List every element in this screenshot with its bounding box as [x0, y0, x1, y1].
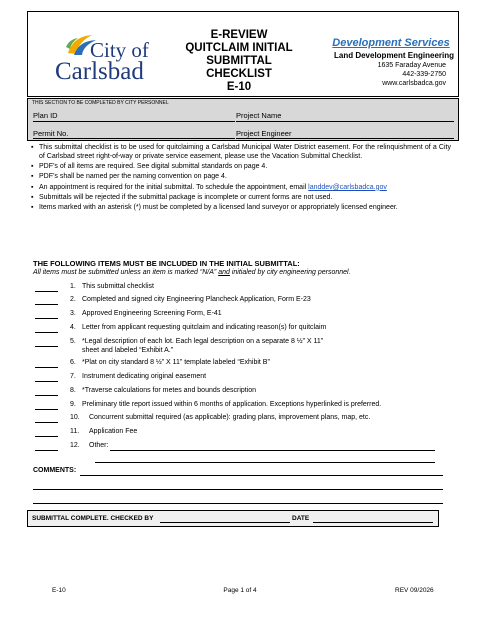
date-field[interactable]	[313, 522, 433, 523]
initial-blank[interactable]	[35, 304, 58, 305]
plan-id-field[interactable]	[33, 121, 235, 122]
checklist-item: 9. Preliminary title report issued within 6 months of application. Exceptions hyperlinked is preferred.	[33, 401, 453, 414]
plan-id-label: Plan ID	[33, 111, 58, 120]
comments-line-3[interactable]	[33, 503, 443, 504]
initial-blank[interactable]	[35, 422, 58, 423]
checklist-item: 10. Concurrent submittal required (as applicable): grading plans, improvement plans, map, etc.	[33, 414, 453, 427]
instruction-item: ▪ Items marked with an asterisk (*) must be completed by a licensed land surveyor or appropriately licensed engineer.	[31, 203, 451, 212]
footer-revision: REV 09/2026	[395, 587, 434, 594]
footer-form-id: E-10	[52, 587, 66, 594]
checklist-item: 2. Completed and signed city Engineering Plancheck Application, Form E-23	[33, 296, 453, 309]
project-engineer-label: Project Engineer	[236, 129, 292, 138]
checklist-item: 3. Approved Engineering Screening Form, E-41	[33, 310, 453, 323]
project-name-field[interactable]	[236, 121, 454, 122]
development-services-heading: Development Services	[332, 37, 450, 49]
permit-no-label: Permit No.	[33, 129, 69, 138]
instruction-item: ▪ This submittal checklist is to be used for quitclaiming a Carlsbad Municipal Water District easement. For the relinquishment of a City of Carlsbad street right-of-way or private service easement, please use the Vacation Submittal Checklist.	[31, 143, 451, 161]
checklist-item: 4. Letter from applicant requesting quitclaim and indicating reason(s) for quitclaim	[33, 324, 453, 337]
doc-title-line-2: QUITCLAIM INITIAL	[185, 42, 293, 54]
date-label: DATE	[292, 515, 310, 522]
checked-by-field[interactable]	[160, 522, 290, 523]
personnel-note: THIS SECTION TO BE COMPLETED BY CITY PERSONNEL	[32, 100, 169, 106]
checklist-item: 1. This submittal checklist	[33, 283, 453, 296]
other-field-line-2[interactable]	[95, 462, 435, 463]
checklist-item: 6. *Plat on city standard 8 ½” X 11” template labeled “Exhibit B”	[33, 359, 453, 372]
department-phone: 442-339-2750	[402, 71, 446, 78]
instructions-list	[31, 143, 451, 213]
instruction-item: ▪ An appointment is required for the initial submittal. To schedule the appointment, email landdev@carlsbadca.gov	[31, 183, 451, 192]
checklist-item: 11. Application Fee	[33, 428, 453, 441]
project-name-label: Project Name	[236, 111, 282, 120]
initial-blank[interactable]	[35, 381, 58, 382]
department-name: Land Development Engineering	[333, 51, 454, 60]
doc-title-line-3: SUBMITTAL	[206, 55, 272, 67]
project-engineer-field[interactable]	[236, 138, 454, 139]
footer-page-number: Page 1 of 4	[223, 587, 257, 594]
instruction-item: ▪ Submittals will be rejected if the submittal package is incomplete or current forms are not used.	[31, 193, 451, 202]
initial-blank[interactable]	[35, 332, 58, 333]
checklist-item: 5. *Legal description of each lot. Each legal description on a separate 8 ½” X 11” sheet and labeled “Exhibit A.”	[33, 338, 453, 358]
other-field[interactable]	[110, 450, 435, 451]
items-section-subheading: All items must be submitted unless an item is marked “N/A” and initialed by city engineering personnel.	[33, 269, 351, 276]
initial-blank[interactable]	[35, 395, 58, 396]
doc-title-line-4: CHECKLIST	[206, 68, 272, 80]
department-website: www.carlsbadca.gov	[382, 80, 446, 87]
comments-line-2[interactable]	[33, 489, 443, 490]
logo-carlsbad-text: Carlsbad	[55, 58, 144, 85]
checklist-item: 12. Other:	[33, 442, 453, 455]
submittal-complete-label: SUBMITTAL COMPLETE. CHECKED BY	[32, 515, 154, 522]
logo-city-text: City of	[90, 38, 149, 62]
initial-blank[interactable]	[35, 409, 58, 410]
checklist-item: 7. Instrument dedicating original easement	[33, 373, 453, 386]
permit-no-field[interactable]	[33, 138, 235, 139]
checklist-item: 8. *Traverse calculations for metes and bounds description	[33, 387, 453, 400]
doc-title-line-1: E-REVIEW	[210, 29, 268, 41]
initial-blank[interactable]	[35, 291, 58, 292]
instruction-item: ▪ PDF’s shall be named per the naming convention on page 4.	[31, 172, 451, 181]
initial-blank[interactable]	[35, 450, 58, 451]
department-address: 1635 Faraday Avenue	[377, 62, 446, 69]
initial-blank[interactable]	[35, 436, 58, 437]
comments-label: COMMENTS:	[33, 467, 77, 474]
items-section-heading: THE FOLLOWING ITEMS MUST BE INCLUDED IN THE INITIAL SUBMITTAL:	[33, 259, 300, 268]
comments-field[interactable]	[80, 475, 443, 476]
doc-title-line-5: E-10	[226, 81, 252, 93]
initial-blank[interactable]	[35, 318, 58, 319]
email-link[interactable]: landdev@carlsbadca.gov	[308, 183, 387, 191]
initial-blank[interactable]	[35, 346, 58, 347]
instruction-item: ▪ PDF’s of all items are required. See digital submittal standards on page 4.	[31, 162, 451, 171]
initial-blank[interactable]	[35, 367, 58, 368]
